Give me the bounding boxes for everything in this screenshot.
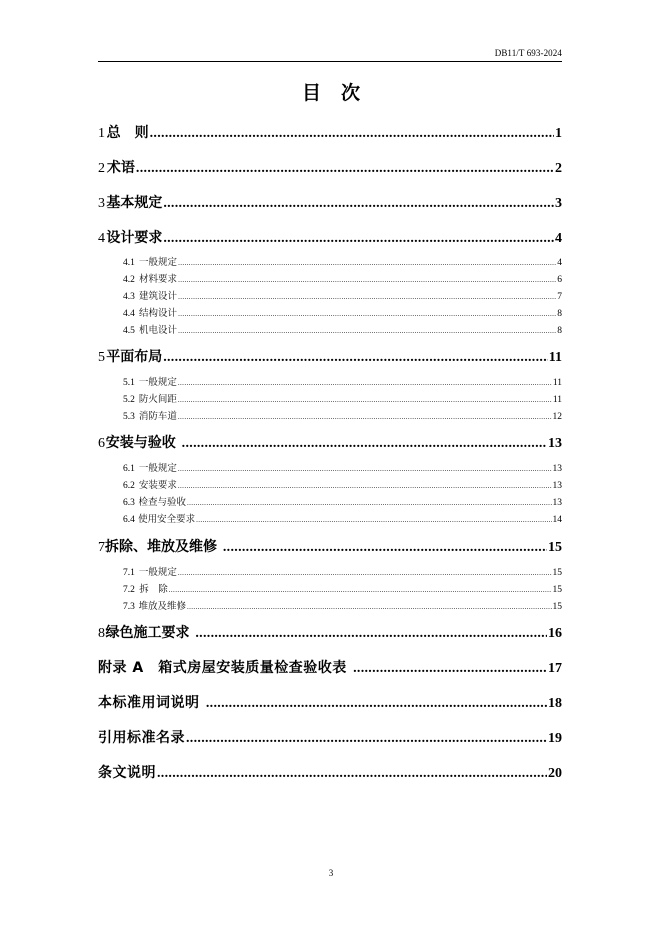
toc-entry-title: 条文说明 <box>98 765 156 781</box>
toc-entry-page-number: 1 <box>555 126 562 141</box>
toc-chapter-entry[interactable] <box>98 692 562 716</box>
standard-code: DB11/T 693-2024 <box>494 48 562 58</box>
toc-dot-leader <box>178 259 556 267</box>
toc-entry-title: 堆放及维修 <box>138 601 186 612</box>
toc-section-entry[interactable] <box>123 477 562 493</box>
toc-entry-number: 5.3 <box>123 412 135 422</box>
toc-entry-title: 总 则 <box>106 125 149 141</box>
toc-entry-number: 2 <box>98 161 105 176</box>
toc-entry-title: 术语 <box>106 160 135 176</box>
toc-dot-leader <box>186 731 547 747</box>
toc-entry-number: 5.1 <box>123 378 135 388</box>
toc-entry-page-number: 14 <box>552 515 562 525</box>
toc-entry-number: 6.2 <box>123 481 135 491</box>
toc-dot-leader <box>178 310 556 318</box>
toc-section-entry[interactable] <box>123 460 562 476</box>
toc-entry-page-number: 8 <box>557 326 562 336</box>
toc-section-entry[interactable] <box>123 494 562 510</box>
toc-entry-number: 7.1 <box>123 568 135 578</box>
toc-chapter-entry[interactable] <box>98 762 562 786</box>
toc-section-entry[interactable] <box>123 511 562 527</box>
toc-entry-page-number: 11 <box>548 350 562 365</box>
toc-section-entry[interactable] <box>123 598 562 614</box>
toc-entry-page-number: 20 <box>548 766 562 781</box>
toc-dot-leader <box>178 293 556 301</box>
toc-entry-title: 引用标准名录 <box>98 730 185 746</box>
toc-entry-page-number: 7 <box>557 292 562 302</box>
toc-entry-title: 材料要求 <box>139 274 178 285</box>
toc-dot-leader <box>163 350 548 366</box>
toc-entry-page-number: 4 <box>557 258 562 268</box>
toc-entry-number: 8 <box>98 626 105 641</box>
toc-entry-number: 5.2 <box>123 395 135 405</box>
page-title <box>0 78 662 105</box>
toc-entry-title: 安装与验收 <box>105 435 181 451</box>
toc-chapter-entry[interactable] <box>98 227 562 251</box>
toc-dot-leader <box>163 196 554 212</box>
toc-entry-number: 5 <box>98 350 105 365</box>
toc-entry-number: 4.2 <box>123 275 135 285</box>
toc-chapter-entry[interactable] <box>98 192 562 216</box>
toc-entry-number: 4.5 <box>123 326 135 336</box>
toc-section-entry[interactable] <box>123 288 562 304</box>
toc-section-entry[interactable] <box>123 564 562 580</box>
toc-dot-leader <box>353 661 547 677</box>
toc-dot-leader <box>178 396 552 404</box>
toc-dot-leader <box>150 126 554 142</box>
toc-entry-page-number: 15 <box>548 540 562 555</box>
toc-entry-page-number: 3 <box>555 196 562 211</box>
toc-entry-page-number: 13 <box>552 481 562 491</box>
toc-dot-leader <box>157 766 547 782</box>
toc-entry-title: 一般规定 <box>138 463 177 474</box>
toc-entry-title: 安装要求 <box>138 480 177 491</box>
toc-chapter-entry[interactable] <box>98 157 562 181</box>
toc-entry-page-number: 13 <box>552 498 562 508</box>
toc-entry-page-number: 2 <box>555 161 562 176</box>
toc-entry-number: 7.3 <box>123 602 135 612</box>
title-char-2: 次 <box>341 82 361 104</box>
toc-entry-title: 使用安全要求 <box>138 514 196 525</box>
toc-entry-title: 结构设计 <box>139 308 178 319</box>
toc-chapter-entry[interactable] <box>98 536 562 560</box>
toc-section-entry[interactable] <box>123 581 562 597</box>
toc-entry-page-number: 17 <box>548 661 562 676</box>
toc-entry-page-number: 11 <box>552 378 562 388</box>
toc-entry-title: 消防车道 <box>138 411 177 422</box>
toc-entry-title: 建筑设计 <box>139 291 178 302</box>
toc-entry-title: 基本规定 <box>106 195 163 211</box>
toc-entry-number: 6.1 <box>123 464 135 474</box>
toc-entry-title: 附录 A 箱式房屋安装质量检查验收表 <box>98 660 353 676</box>
toc-dot-leader <box>196 516 551 524</box>
toc-entry-number: 4.1 <box>123 258 135 268</box>
toc-entry-title: 一般规定 <box>139 257 178 268</box>
toc-entry-title: 设计要求 <box>106 230 163 246</box>
toc-dot-leader <box>182 436 547 452</box>
toc-section-entry[interactable] <box>123 305 562 321</box>
toc-entry-title: 防火间距 <box>138 394 177 405</box>
toc-dot-leader <box>178 482 552 490</box>
toc-entry-number: 4.4 <box>123 309 135 319</box>
toc-entry-title: 拆 除 <box>139 584 168 595</box>
toc-entry-page-number: 13 <box>548 436 562 451</box>
toc-entry-title: 一般规定 <box>138 567 177 578</box>
toc-chapter-entry[interactable] <box>98 622 562 646</box>
toc-entry-page-number: 18 <box>548 696 562 711</box>
toc-section-entry[interactable] <box>123 271 562 287</box>
toc-entry-number: 7 <box>98 540 105 555</box>
toc-entry-title: 检查与验收 <box>138 497 186 508</box>
toc-chapter-entry[interactable] <box>98 346 562 370</box>
toc-entry-number: 6.4 <box>123 515 135 525</box>
toc-section-entry[interactable] <box>123 391 562 407</box>
toc-section-entry[interactable] <box>123 374 562 390</box>
toc-dot-leader <box>178 413 552 421</box>
toc-entry-page-number: 13 <box>552 464 562 474</box>
toc-dot-leader <box>178 276 556 284</box>
toc-entry-title: 本标准用词说明 <box>98 695 205 711</box>
toc-entry-page-number: 12 <box>552 412 562 422</box>
toc-dot-leader <box>223 540 547 556</box>
toc-chapter-entry[interactable] <box>98 727 562 751</box>
toc-entry-page-number: 15 <box>552 585 562 595</box>
toc-dot-leader <box>136 161 554 177</box>
toc-entry-number: 4.3 <box>123 292 135 302</box>
toc-dot-leader <box>195 626 547 642</box>
toc-dot-leader <box>178 465 552 473</box>
toc-dot-leader <box>178 379 552 387</box>
toc-entry-title: 机电设计 <box>139 325 178 336</box>
toc-entry-number: 6 <box>98 436 105 451</box>
title-char-1: 目 <box>301 82 321 104</box>
toc-entry-number: 3 <box>98 196 105 211</box>
toc-chapter-entry[interactable] <box>98 657 562 681</box>
toc-dot-leader <box>187 603 552 611</box>
toc-entry-page-number: 16 <box>548 626 562 641</box>
toc-dot-leader <box>178 327 556 335</box>
toc-entry-page-number: 11 <box>552 395 562 405</box>
toc-chapter-entry[interactable] <box>98 122 562 146</box>
toc-entry-page-number: 8 <box>557 309 562 319</box>
toc-section-entry[interactable] <box>123 322 562 338</box>
toc-chapter-entry[interactable] <box>98 432 562 456</box>
toc-entry-title: 拆除、堆放及维修 <box>105 539 222 555</box>
page-number: 3 <box>328 868 334 878</box>
toc-entry-title: 平面布局 <box>106 349 163 365</box>
header-rule <box>98 61 562 62</box>
toc-entry-page-number: 15 <box>552 602 562 612</box>
toc-dot-leader <box>187 499 552 507</box>
toc-dot-leader <box>169 586 552 594</box>
toc-entry-number: 7.2 <box>123 585 135 595</box>
toc-entry-number: 1 <box>98 126 105 141</box>
toc-entry-number: 6.3 <box>123 498 135 508</box>
toc-entry-title: 绿色施工要求 <box>105 625 195 641</box>
toc-entry-page-number: 4 <box>555 231 562 246</box>
toc-dot-leader <box>206 696 547 712</box>
toc-dot-leader <box>163 231 554 247</box>
toc-section-entry[interactable] <box>123 254 562 270</box>
toc-dot-leader <box>178 569 552 577</box>
toc-entry-number: 4 <box>98 231 105 246</box>
toc-entry-page-number: 6 <box>557 275 562 285</box>
toc-section-entry[interactable] <box>123 408 562 424</box>
toc-entry-page-number: 19 <box>548 731 562 746</box>
toc-entry-title: 一般规定 <box>138 377 177 388</box>
toc-entry-page-number: 15 <box>552 568 562 578</box>
